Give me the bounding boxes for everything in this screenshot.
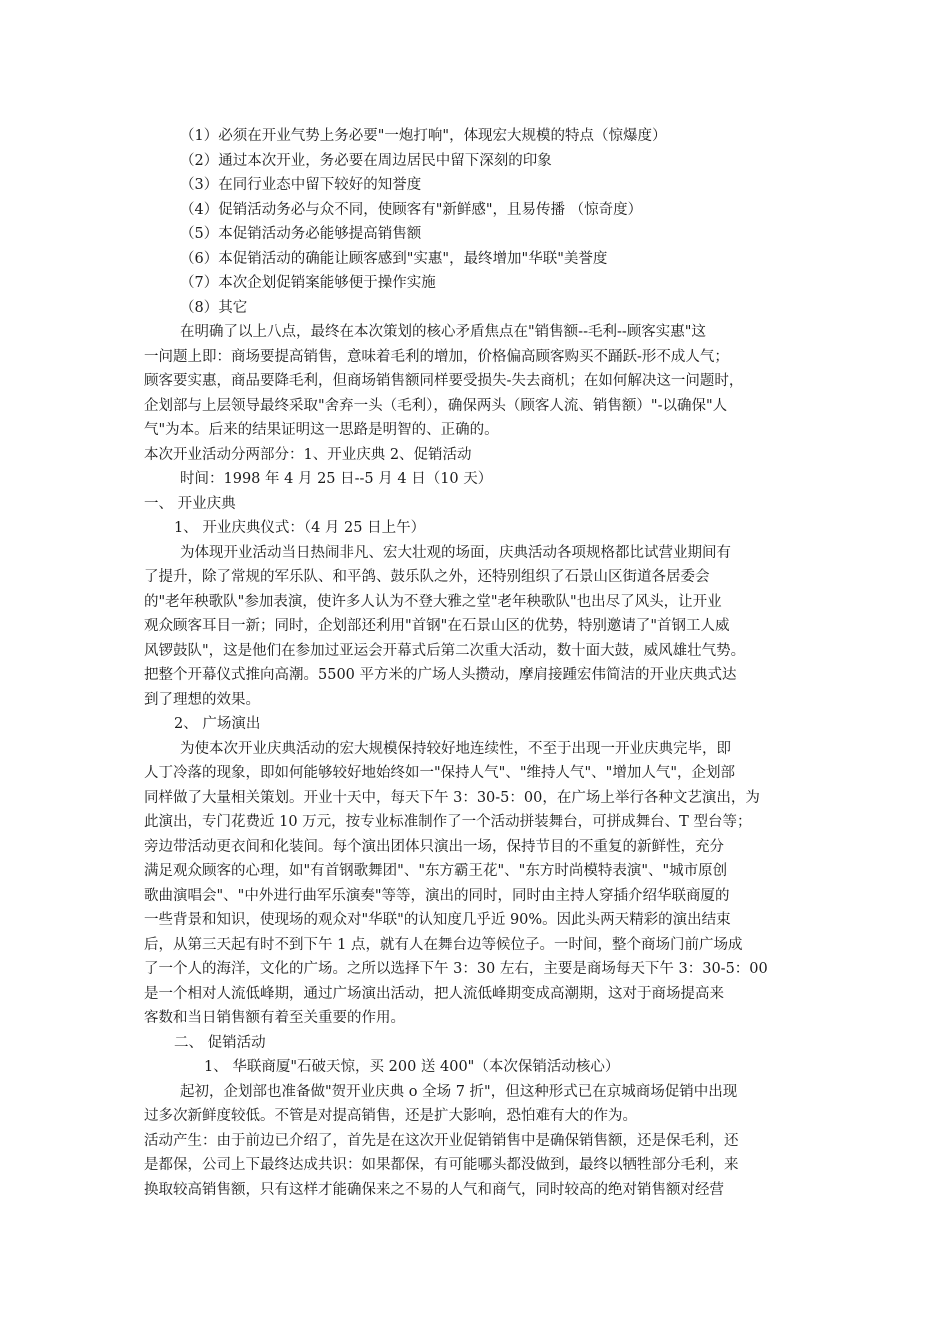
text-line: 的"老年秧歌队"参加表演，使许多人认为不登大雅之堂"老年秧歌队"也出尽了风头，让开业 [144,593,722,610]
text-line: （3）在同行业态中留下较好的知誉度 [180,177,422,193]
text-line: 1、 开业庆典仪式：（4 月 25 日上午） [174,520,426,536]
text-line: （5）本促销活动务必能够提高销售额 [180,226,422,242]
text-line: 时间：1998 年 4 月 25 日--5 月 4 日（10 天） [180,471,493,487]
text-line: 活动产生：由于前边已介绍了，首先是在这次开业促销销售中是确保销售额，还是保毛利，还 [144,1132,739,1149]
text-line: 换取较高销售额，只有这样才能确保来之不易的人气和商气，同时较高的绝对销售额对经营 [144,1181,724,1198]
text-line: 本次开业活动分两部分：1、开业庆典 2、促销活动 [144,446,472,463]
text-line: 为体现开业活动当日热闹非凡、宏大壮观的场面，庆典活动各项规格都比试营业期间有 [180,544,731,561]
text-line: 是都保，公司上下最终达成共识：如果都保，有可能哪头都没做到，最终以牺牲部分毛利，来 [144,1157,739,1173]
text-line: 歌曲演唱会"、"中外进行曲军乐演奏"等等，演出的同时，同时由主持人穿插介绍华联商厦的 [144,887,730,904]
text-line: 后，从第三天起有时不到下午 1 点，就有人在舞台边等候位子。一时间，整个商场门前广场成 [144,936,743,953]
text-line: （2）通过本次开业，务必要在周边居民中留下深刻的印象 [180,152,552,169]
text-line: 是一个相对人流低峰期，通过广场演出活动，把人流低峰期变成高潮期，这对于商场提高来 [144,985,724,1002]
text-line: 把整个开幕仪式推向高潮。5500 平方米的广场人头攒动，摩肩接踵宏伟简洁的开业庆典式达 [144,667,737,683]
text-line: 同样做了大量相关策划。开业十天中，每天下午 3：30-5：00，在广场上举行各种文艺演出，为 [144,789,760,806]
text-line: 了一个人的海洋，文化的广场。之所以选择下午 3：30 左右，主要是商场每天下午 3：30-5：00 [144,961,768,977]
text-line: 在明确了以上八点，最终在本次策划的核心矛盾焦点在"销售额--毛利--顾客实惠"这 [180,324,706,340]
text-line: （7）本次企划促销案能够便于操作实施 [180,275,436,291]
text-line: 起初，企划部也准备做"贺开业庆典 o 全场 7 折"，但这种形式已在京城商场促销中出现 [180,1083,738,1100]
text-line: 客数和当日销售额有着至关重要的作用。 [144,1010,405,1026]
text-line: 人丁冷落的现象，即如何能够较好地始终如一"保持人气"、"维持人气"、"增加人气"，企划部 [144,765,736,781]
text-line: 企划部与上层领导最终采取"舍弃一头（毛利），确保两头（顾客人流、销售额）"-以确保"人 [144,397,728,414]
text-line: 旁边带活动更衣间和化装间。每个演出团体只演出一场，保持节目的不重复的新鲜性，充分 [144,838,724,855]
text-line: （4）促销活动务必与众不同，使顾客有"新鲜感"，且易传播 （惊奇度） [180,201,643,218]
text-line: 观众顾客耳目一新；同时，企划部还利用"首钢"在石景山区的优势，特别邀请了"首钢工人威 [144,618,730,634]
text-line: 顾客要实惠，商品要降毛利，但商场销售额同样要受损失-失去商机；在如何解决这一问题时， [144,373,744,389]
text-line: 为使本次开业庆典活动的宏大规模保持较好地连续性，不至于出现一开业庆典完毕，即 [180,740,731,757]
text-line: 此演出，专门花费近 10 万元，按专业标准制作了一个活动拼装舞台，可拼成舞台、T 型台等； [144,814,752,830]
text-line: 风锣鼓队"，这是他们在参加过亚运会开幕式后第二次重大活动，数十面大鼓，威风雄壮气势。 [144,642,746,659]
text-line: （6）本促销活动的确能让顾客感到"实惠"，最终增加"华联"美誉度 [180,250,608,267]
text-line: 气"为本。后来的结果证明这一思路是明智的、正确的。 [144,422,499,438]
text-line: 过多次新鲜度较低。不管是对提高销售，还是扩大影响，恐怕难有大的作为。 [144,1108,637,1124]
text-line: （1）必须在开业气势上务必要"一炮打响"，体现宏大规模的特点（惊爆度） [180,128,667,144]
text-line: 满足观众顾客的心理，如"有首钢歌舞团"、"东方霸王花"、"东方时尚模特表演"、"城市原创 [144,863,728,879]
text-line: 二、 促销活动 [174,1034,266,1051]
text-line: （8）其它 [180,299,248,316]
text-line: 一、 开业庆典 [144,495,236,512]
document-body [144,124,808,1202]
text-line: 到了理想的效果。 [144,691,260,708]
text-line: 一些背景和知识，使现场的观众对"华联"的认知度几乎近 90%。因此头两天精彩的演出结束 [144,912,731,928]
text-line: 2、 广场演出 [174,716,261,732]
text-line: 一问题上即：商场要提高销售，意味着毛利的增加，价格偏高顾客购买不踊跃-形不成人气； [144,348,729,365]
text-line: 了提升，除了常规的军乐队、和平鸽、鼓乐队之外，还特别组织了石景山区街道各居委会 [144,569,710,585]
text-line: 1、 华联商厦"石破天惊，买 200 送 400"（本次保销活动核心） [204,1059,620,1075]
